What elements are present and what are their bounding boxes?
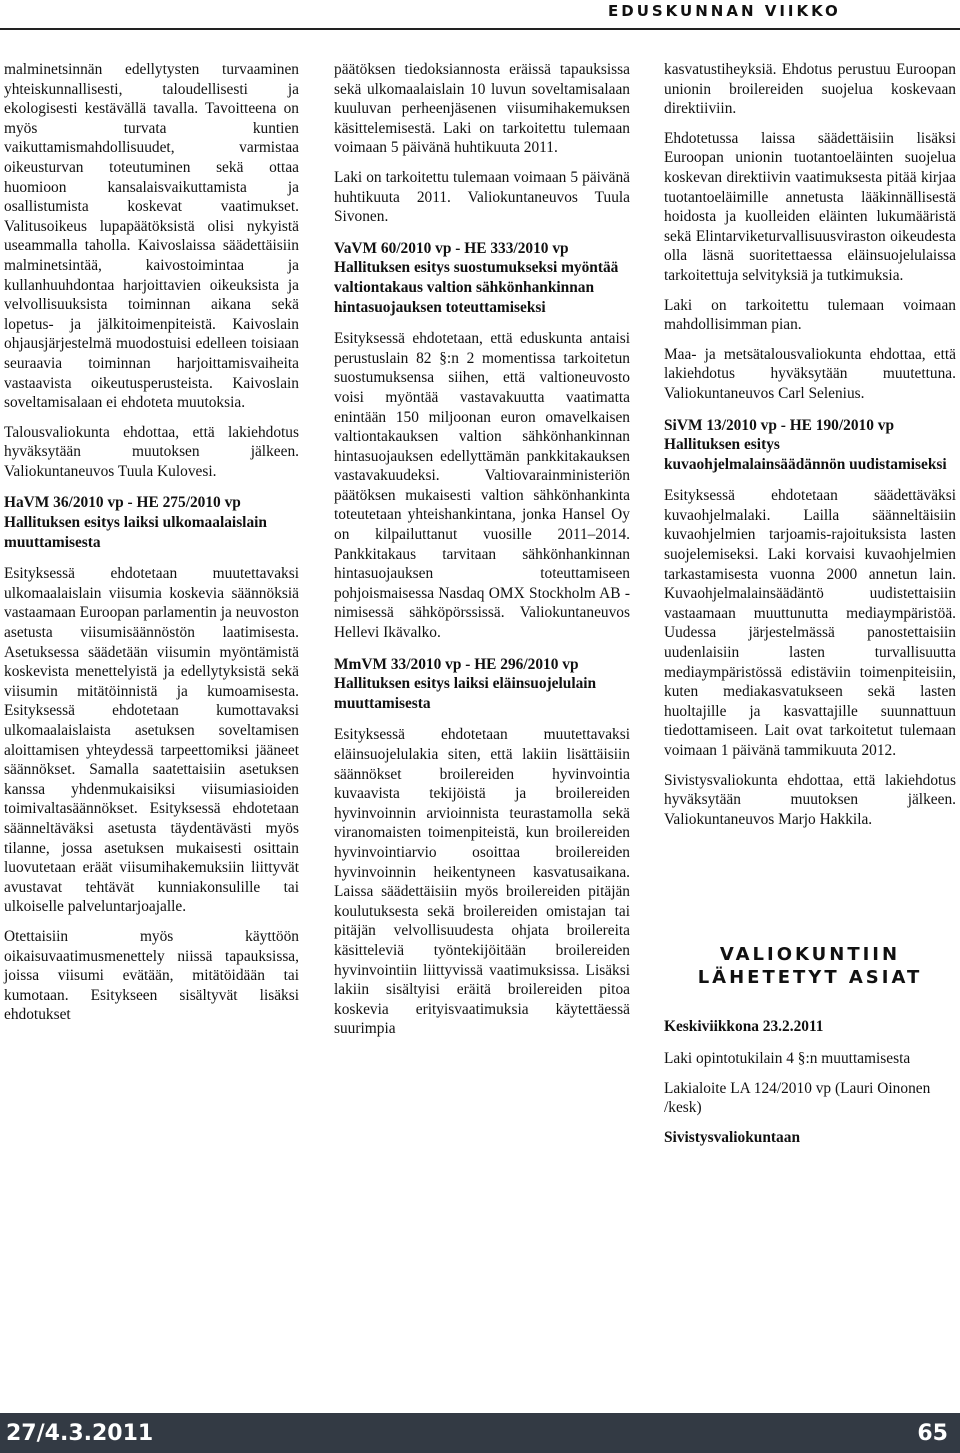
article-heading: SiVM 13/2010 vp - HE 190/2010 vp Hallituksen esitys kuvaohjelmalainsäädännön uudistamiseksi [664,416,947,473]
paragraph: Laki on tarkoitettu tulemaan voimaan mahdollisimman pian. [664,296,956,334]
column-3 [664,60,956,1157]
paragraph: päätöksen tiedoksiannosta eräissä tapauksissa sekä ulkomaalaislain 10 luvun soveltamisalaan kuuluvan perheenjäsenen viisumihakemuksen käsittelemisestä. Laki on tarkoitettu tulemaan voimaan 5 päivänä huhtikuuta 2011. [334,61,630,157]
paragraph: Otettaisiin myös käyttöön oikaisuvaatimusmenettely niissä tapauksissa, joissa viisumi evätään, mitätöidään tai kumotaan. Esitykseen sisältyvät lisäksi ehdotukset [4,927,299,1024]
referred-item: Laki opintotukilain 4 §:n muuttamisesta [664,1049,911,1067]
paragraph: Maa- ja metsätalousvaliokunta ehdottaa, että lakiehdotus hyväksytään muutettuna. Valiokuntaneuvos Carl Selenius. [664,345,956,402]
article-heading: VaVM 60/2010 vp - HE 333/2010 vp Hallituksen esitys suostumukseksi myöntää valtiontakaus valtion sähkönhankinnan hintasuojauksen toteuttamiseksi [334,239,619,316]
section-title [664,943,956,989]
section-title-line-1: VALIOKUNTIIN [719,944,901,966]
article-heading: MmVM 33/2010 vp - HE 296/2010 vp Hallituksen esitys laiksi eläinsuojelulain muuttamisesta [334,655,597,712]
paragraph: malminetsinnän edellytysten turvaaminen yhteiskunnallisesti, taloudellisesti ja ekologisesti kestävällä tavalla. Tavoitteena on myös turvata kuntien vaikuttamismahdollisuudet, varmistaa oikeusturvan toteutuminen sekä ottaa huomioon kansalaisvaikuttamista ja osallistumista koskevat vaatimukset. Valitusoikeus lupapäätöksistä olisi nykyistä useammalla taholla. Kaivoslaissa säädettäisiin malminetsintää, kaivostoimintaa ja kullanhuuhdontaa harjoittavien oikeuksista ja velvollisuuksista toiminnan aikana sekä lopetus- ja jälkitoimenpiteistä. Kaivoslain ohjausjärjestelmä muodostuisi edelleen toisiaan seuraavia toiminnan harjoittamisvaiheita vastaavista oikeutusperusteista. Kaivoslain soveltamisalaan ei ehdoteta muutoksia. [4,61,299,412]
paragraph: Laki on tarkoitettu tulemaan voimaan 5 päivänä huhtikuuta 2011. Valiokuntaneuvos Tuula Sivonen. [334,168,630,226]
page-footer [0,1413,960,1453]
page-header [0,0,960,28]
date-heading: Keskiviikkona 23.2.2011 [664,1018,824,1036]
column-2 [334,60,630,1049]
article-heading: HaVM 36/2010 vp - HE 275/2010 vp Hallituksen esitys laiksi ulkomaalaislain muuttamisesta [4,494,267,551]
paragraph: Esityksessä ehdotetaan, että eduskunta antaisi perustuslain 82 §:n 2 momentissa tarkoitetun suostumuksensa siihen, että valtioneuvosto voisi myöntää vastavakuutta vaatimatta enintään 150 miljoonan euron omavelkaisen valtiontakauksen valtion sähkönhankinnan hintasuojauksen edellyttämän pankkitakauksen vastavakuudeksi. Valtiovarainministeriön päätöksen mukaisesti valtion sähkönhankinta toteutetaan yhteishankintana, jonka Hansel Oy on kilpailuttanut vuosille 2011–2014. Pankkitakaus tarvitaan sähkönhankinnan hintasuojauksen toteuttamiseen pohjoismaisessa Nasdaq OMX Stockholm AB -nimisessä sähköpörssissä. Valiokuntaneuvos Hellevi Ikävalko. [334,330,630,642]
committee-name: Sivistysvaliokuntaan [664,1128,800,1146]
header-rule [0,28,960,30]
issue-number: 27/4.3.2011 [6,1421,154,1446]
paragraph: Sivistysvaliokunta ehdottaa, että lakiehdotus hyväksytään muutoksen jälkeen. Valiokuntaneuvos Marjo Hakkila. [664,771,956,828]
publication-title: EDUSKUNNAN VIIKKO [608,2,841,20]
referred-item: Lakialoite LA 124/2010 vp (Lauri Oinonen /kesk) [664,1079,931,1117]
paragraph: Ehdotetussa laissa säädettäisiin lisäksi Euroopan unionin tuotantoeläinten suojelua koskevan direktiivin vaatimuksesta pitää kirjaa tuotantoeläimille annetusta lääkinnällisestä hoidosta ja kuolleiden eläinten lukumääristä sekä Elintarviketurvallisuusviraston oikeudesta olla läsnä suoritettaessa eläinsuojelulaissa tarkoitettuja selvityksiä ja tutkimuksia. [664,129,956,284]
page-number: 65 [917,1421,948,1446]
paragraph: Talousvaliokunta ehdottaa, että lakiehdotus hyväksytään muutoksen jälkeen. Valiokuntaneuvos Tuula Kulovesi. [4,423,299,480]
paragraph: kasvatustiheyksiä. Ehdotus perustuu Euroopan unionin broilereiden suojelua koskevaan direktiiviin. [664,61,956,118]
paragraph: Esityksessä ehdotetaan säädettäväksi kuvaohjelmalaki. Lailla säänneltäisiin kuvaohjelmien tarjoamis-rajoituksista lasten suojelemiseksi. Laki korvaisi kuvaohjelmien tarkastamisesta vuonna 2000 annetun lain. Kuvaohjelmalainsäädäntö uudistettaisiin vastaamaan muuttunutta mediaympäristöä. Uudessa järjestelmässä panostettaisiin uudenlaisiin lasten turvallisuutta mediaympäristössä edistäviin toimenpiteisiin, kuten mediakasvatukseen sekä lasten huoltajille ja kasvattajille suunnattuun tiedottamiseen. Lait ovat tarkoitetut tulemaan voimaan 1 päivänä tammikuuta 2012. [664,487,956,759]
paragraph: Esityksessä ehdotetaan muutettavaksi eläinsuojelulakia siten, että lakiin lisättäisiin säännökset broilereiden hyvinvointia kuvaavista tekijöistä ja broilereiden hyvinvoinnin arvioinnista teurastamolla sekä viranomaisten toimenpiteistä, kun broilereiden hyvinvointiarvio osoittaa broilereiden hyvinvoinnin heikentyneen kasvatusaikana. Laissa säädettäisiin myös broilereiden pitäjän koulutuksesta sekä broilereiden omistajan tai pitäjän velvollisuudesta ohjata broilereita käsitteleviä työntekijöitään broilereiden hyvinvointiin liittyvissä vaatimuksissa. Lisäksi lakiin sisältyisi eräitä broilereiden pitoa koskevia erityisvaatimuksia käytettäessä suurimpia [334,726,630,1038]
paragraph: Esityksessä ehdotetaan muutettavaksi ulkomaalaislain viisumia koskevia säännöksiä vastaamaan Euroopan parlamentin ja neuvoston asetusta viisumisäännöstön laatimisesta. Asetuksessa säädetään viisumin myöntämistä koskevista menettelyistä ja edellytyksistä sekä viisumin mitätöinnistä ja kumoamisesta. Esityksessä ehdotetaan kumottavaksi ulkomaalaislaista asetuksen soveltamisen aloittamisen yhteydessä tarpeettomiksi jääneet säännökset. Samalla saatettaisiin asetuksen kanssa yhdenmukaisiksi viisumiasioiden toimivaltasäännökset. Esityksessä ehdotetaan säänneltäväksi asetusta täydentävästi myös tilanne, jossa asetuksen mukaisesti osittain luovutetaan eräät viisumihakemuksiin liittyvät avustavat tehtävät kunniakonsulille tai ulkoiselle palveluntarjoajalle. [4,565,299,916]
column-1 [4,60,299,1035]
section-title-line-2: LÄHETETYT ASIAT [697,967,923,989]
